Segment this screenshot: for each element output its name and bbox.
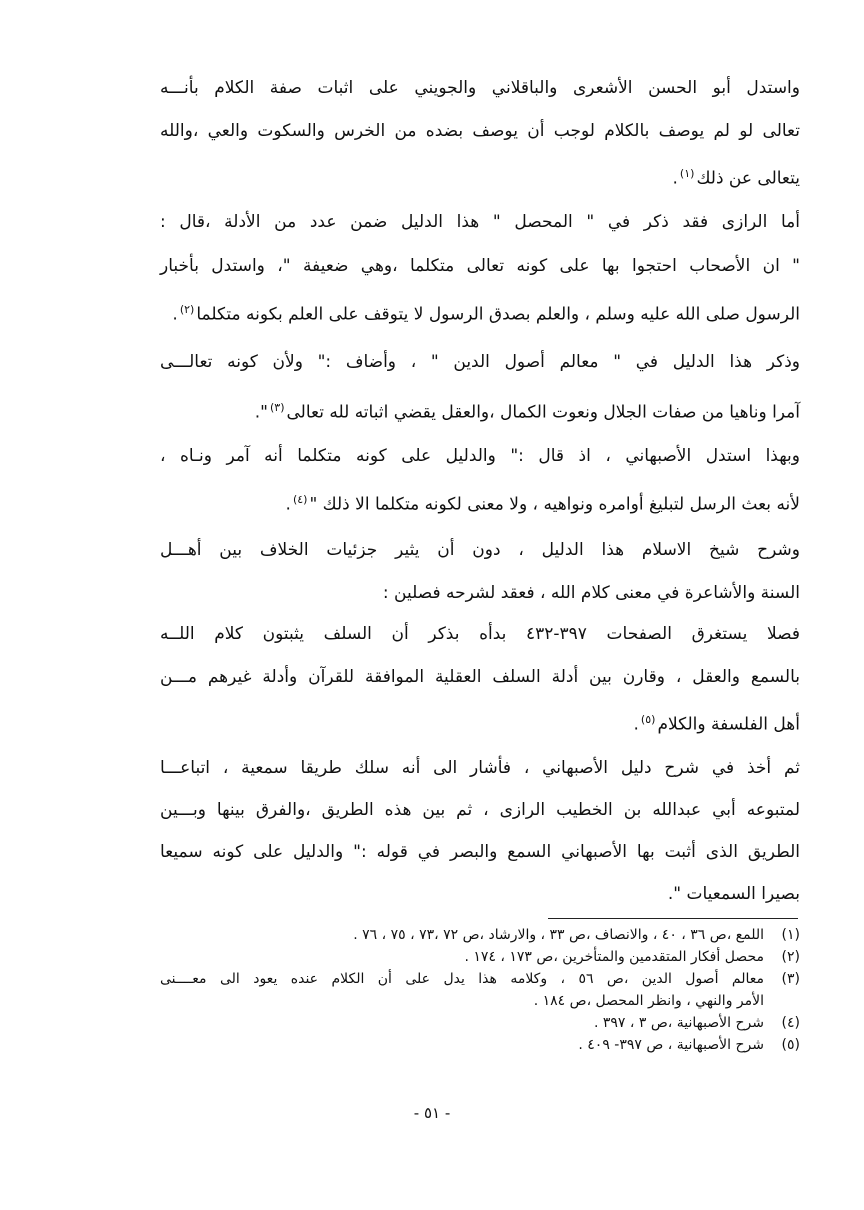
text-line: " ان الأصحاب احتجوا بها على كونه تعالى متكلما ،وهي ضعيفة "، واستدل بأخبار [160, 256, 800, 276]
text-line-content: الرسول صلى الله عليه وسلم ، والعلم بصدق الرسول لا يتوقف على العلم بكونه متكلما [196, 304, 800, 325]
footnote-number: (٤) [781, 1015, 800, 1031]
text-line: السنة والأشاعرة في معنى كلام الله ، فعقد لشرحه فصلين : [382, 583, 800, 603]
text-line: بالسمع والعقل ، وقارن بين أدلة السلف العقلية الموافقة للقرآن وأدلة غيرهم مـــن [160, 667, 800, 687]
text-line: فصلا يستغرق الصفحات ٣٩٧-٤٣٢ بدأه بذكر أن السلف يثبتون كلام اللــه [160, 624, 800, 644]
footnote-number: (٣) [781, 971, 800, 987]
text-line-content: لأنه بعث الرسل لتبليغ أوامره ونواهيه ، ولا معنى لكونه متكلما الا ذلك " [309, 494, 800, 515]
text-line: وشرح شيخ الاسلام هذا الدليل ، دون أن يثير جزئيات الخلاف بين أهـــل [160, 540, 800, 560]
end-mark: ". [254, 402, 268, 423]
footnote-text: معالم أصول الدين ،ص ٥٦ ، وكلامه هذا يدل على أن الكلام عنده يعود الى معــــنى [160, 971, 764, 987]
footnote-continuation: الأمر والنهي ، وانظر المحصل ،ص ١٨٤ . [533, 993, 764, 1009]
end-mark: . [172, 304, 178, 325]
text-line-content: يتعالى عن ذلك [696, 168, 800, 189]
footnote-text: اللمع ،ص ٣٦ ، ٤٠ ، والانصاف ،ص ٣٣ ، والارشاد ،ص ٧٢ ،٧٣ ، ٧٥ ، ٧٦ . [353, 927, 764, 943]
end-mark: . [633, 714, 639, 735]
footnote-number: (٢) [781, 949, 800, 965]
footnotes [160, 924, 800, 1056]
text-line: بصيرا السمعيات ". [667, 884, 800, 904]
text-line: واستدل أبو الحسن الأشعرى والباقلاني والجويني على اثبات صفة الكلام بأنـــه [160, 78, 800, 98]
footnote-number: (١) [781, 927, 800, 943]
footnote-ref: (٤) [292, 493, 308, 506]
footnote-item [160, 1034, 800, 1056]
end-mark: . [285, 494, 291, 515]
footnote-number: (٥) [781, 1037, 800, 1053]
footnote-item [160, 946, 800, 968]
footnote-item [160, 924, 800, 946]
footnote-ref: (٥) [640, 713, 656, 726]
footnote-text: شرح الأصبهانية ، ص ٣٩٧- ٤٠٩ . [578, 1037, 764, 1053]
text-line: ثم أخذ في شرح دليل الأصبهاني ، فأشار الى أنه سلك طريقا سمعية ، اتباعـــا [160, 758, 800, 778]
text-line: وبهذا استدل الأصبهاني ، اذ قال :" والدليل على كونه متكلما أنه آمر ونـاه ، [160, 446, 800, 466]
text-line [160, 290, 800, 330]
text-line [160, 388, 800, 428]
footnote-text: محصل أفكار المتقدمين والمتأخرين ،ص ١٧٣ ، ١٧٤ . [464, 949, 764, 965]
text-line: الطريق الذى أثبت بها الأصبهاني السمع والبصر في قوله :" والدليل على كونه سميعا [160, 842, 800, 862]
text-line [160, 700, 800, 740]
text-line: تعالى لو لم يوصف بالكلام لوجب أن يوصف بضده من الخرس والسكوت والعي ،والله [160, 121, 800, 141]
end-mark: . [672, 168, 678, 189]
text-line: وذكر هذا الدليل في " معالم أصول الدين " ، وأضاف :" ولأن كونه تعالـــى [160, 352, 800, 372]
text-line: لمتبوعه أبي عبدالله بن الخطيب الرازى ، ثم بين هذه الطريق ،والفرق بينها وبـــين [160, 800, 800, 820]
footnote-ref: (٢) [179, 303, 195, 316]
footnote-separator [548, 918, 798, 919]
text-line: أما الرازى فقد ذكر في " المحصل " هذا الدليل ضمن عدد من الأدلة ،قال : [160, 212, 800, 232]
footnote-item [160, 968, 800, 990]
text-line [160, 480, 800, 520]
page-number: - ٥١ - [413, 1104, 451, 1122]
footnote-text: شرح الأصبهانية ،ص ٣ ، ٣٩٧ . [593, 1015, 764, 1031]
footnote-item [160, 1012, 800, 1034]
text-line-content: أهل الفلسفة والكلام [657, 714, 800, 735]
footnote-ref: (١) [679, 167, 695, 180]
text-line-content: آمرا وناهيا من صفات الجلال ونعوت الكمال ،والعقل يقضي اثباته لله تعالى [286, 402, 800, 423]
footnote-ref: (٣) [269, 401, 285, 414]
text-line [160, 154, 800, 194]
